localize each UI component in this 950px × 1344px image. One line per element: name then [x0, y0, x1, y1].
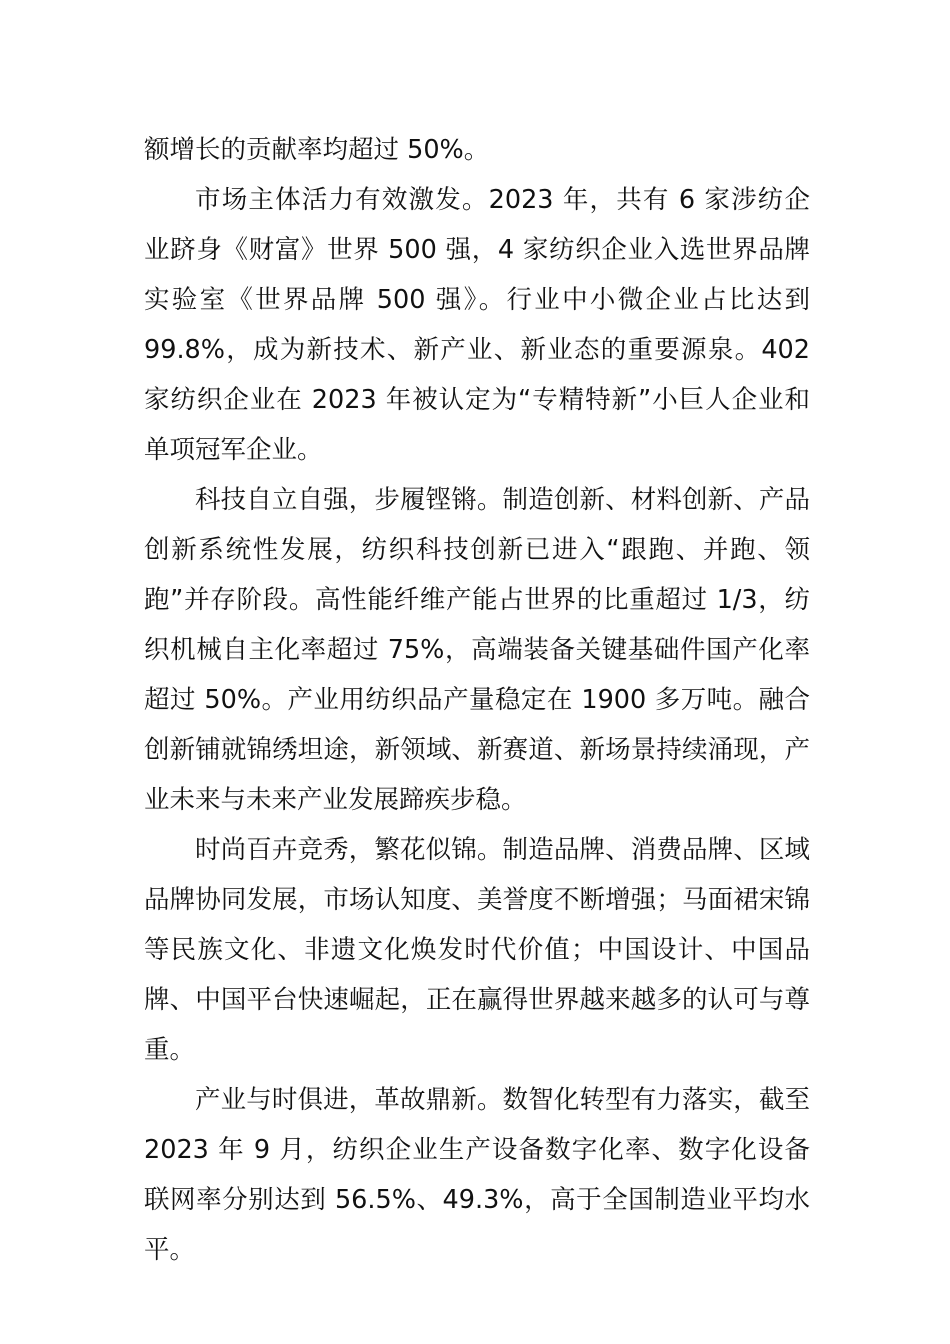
- paragraph-digital-transformation: 产业与时俱进，革故鼎新。数智化转型有力落实，截至 2023 年 9 月，纺织企业生产设备数字化率、数字化设备联网率分别达到 56.5%、49.3%，高于全国制造业平均水平。: [144, 1085, 810, 1265]
- paragraph-continuation: 额增长的贡献率均超过 50%。: [144, 135, 490, 165]
- body-text: [144, 125, 810, 1275]
- paragraph-fashion: 时尚百卉竞秀，繁花似锦。制造品牌、消费品牌、区域品牌协同发展，市场认知度、美誉度不断增强；马面裙宋锦等民族文化、非遗文化焕发时代价值；中国设计、中国品牌、中国平台快速崛起，正在赢得世界越来越多的认可与尊重。: [144, 835, 810, 1065]
- paragraph-market-vitality: 市场主体活力有效激发。2023 年，共有 6 家涉纺企业跻身《财富》世界 500 强，4 家纺织企业入选世界品牌实验室《世界品牌 500 强》。行业中小微企业占比达到 99.8%，成为新技术、新产业、新业态的重要源泉。402 家纺织企业在 2023 年被认定为“专精特新”小巨人企业和单项冠军企业。: [144, 185, 810, 465]
- paragraph-technology: 科技自立自强，步履铿锵。制造创新、材料创新、产品创新系统性发展，纺织科技创新已进入“跟跑、并跑、领跑”并存阶段。高性能纤维产能占世界的比重超过 1/3，纺织机械自主化率超过 75%，高端装备关键基础件国产化率超过 50%。产业用纺织品产量稳定在 1900 多万吨。融合创新铺就锦绣坦途，新领域、新赛道、新场景持续涌现，产业未来与未来产业发展蹄疾步稳。: [144, 485, 810, 815]
